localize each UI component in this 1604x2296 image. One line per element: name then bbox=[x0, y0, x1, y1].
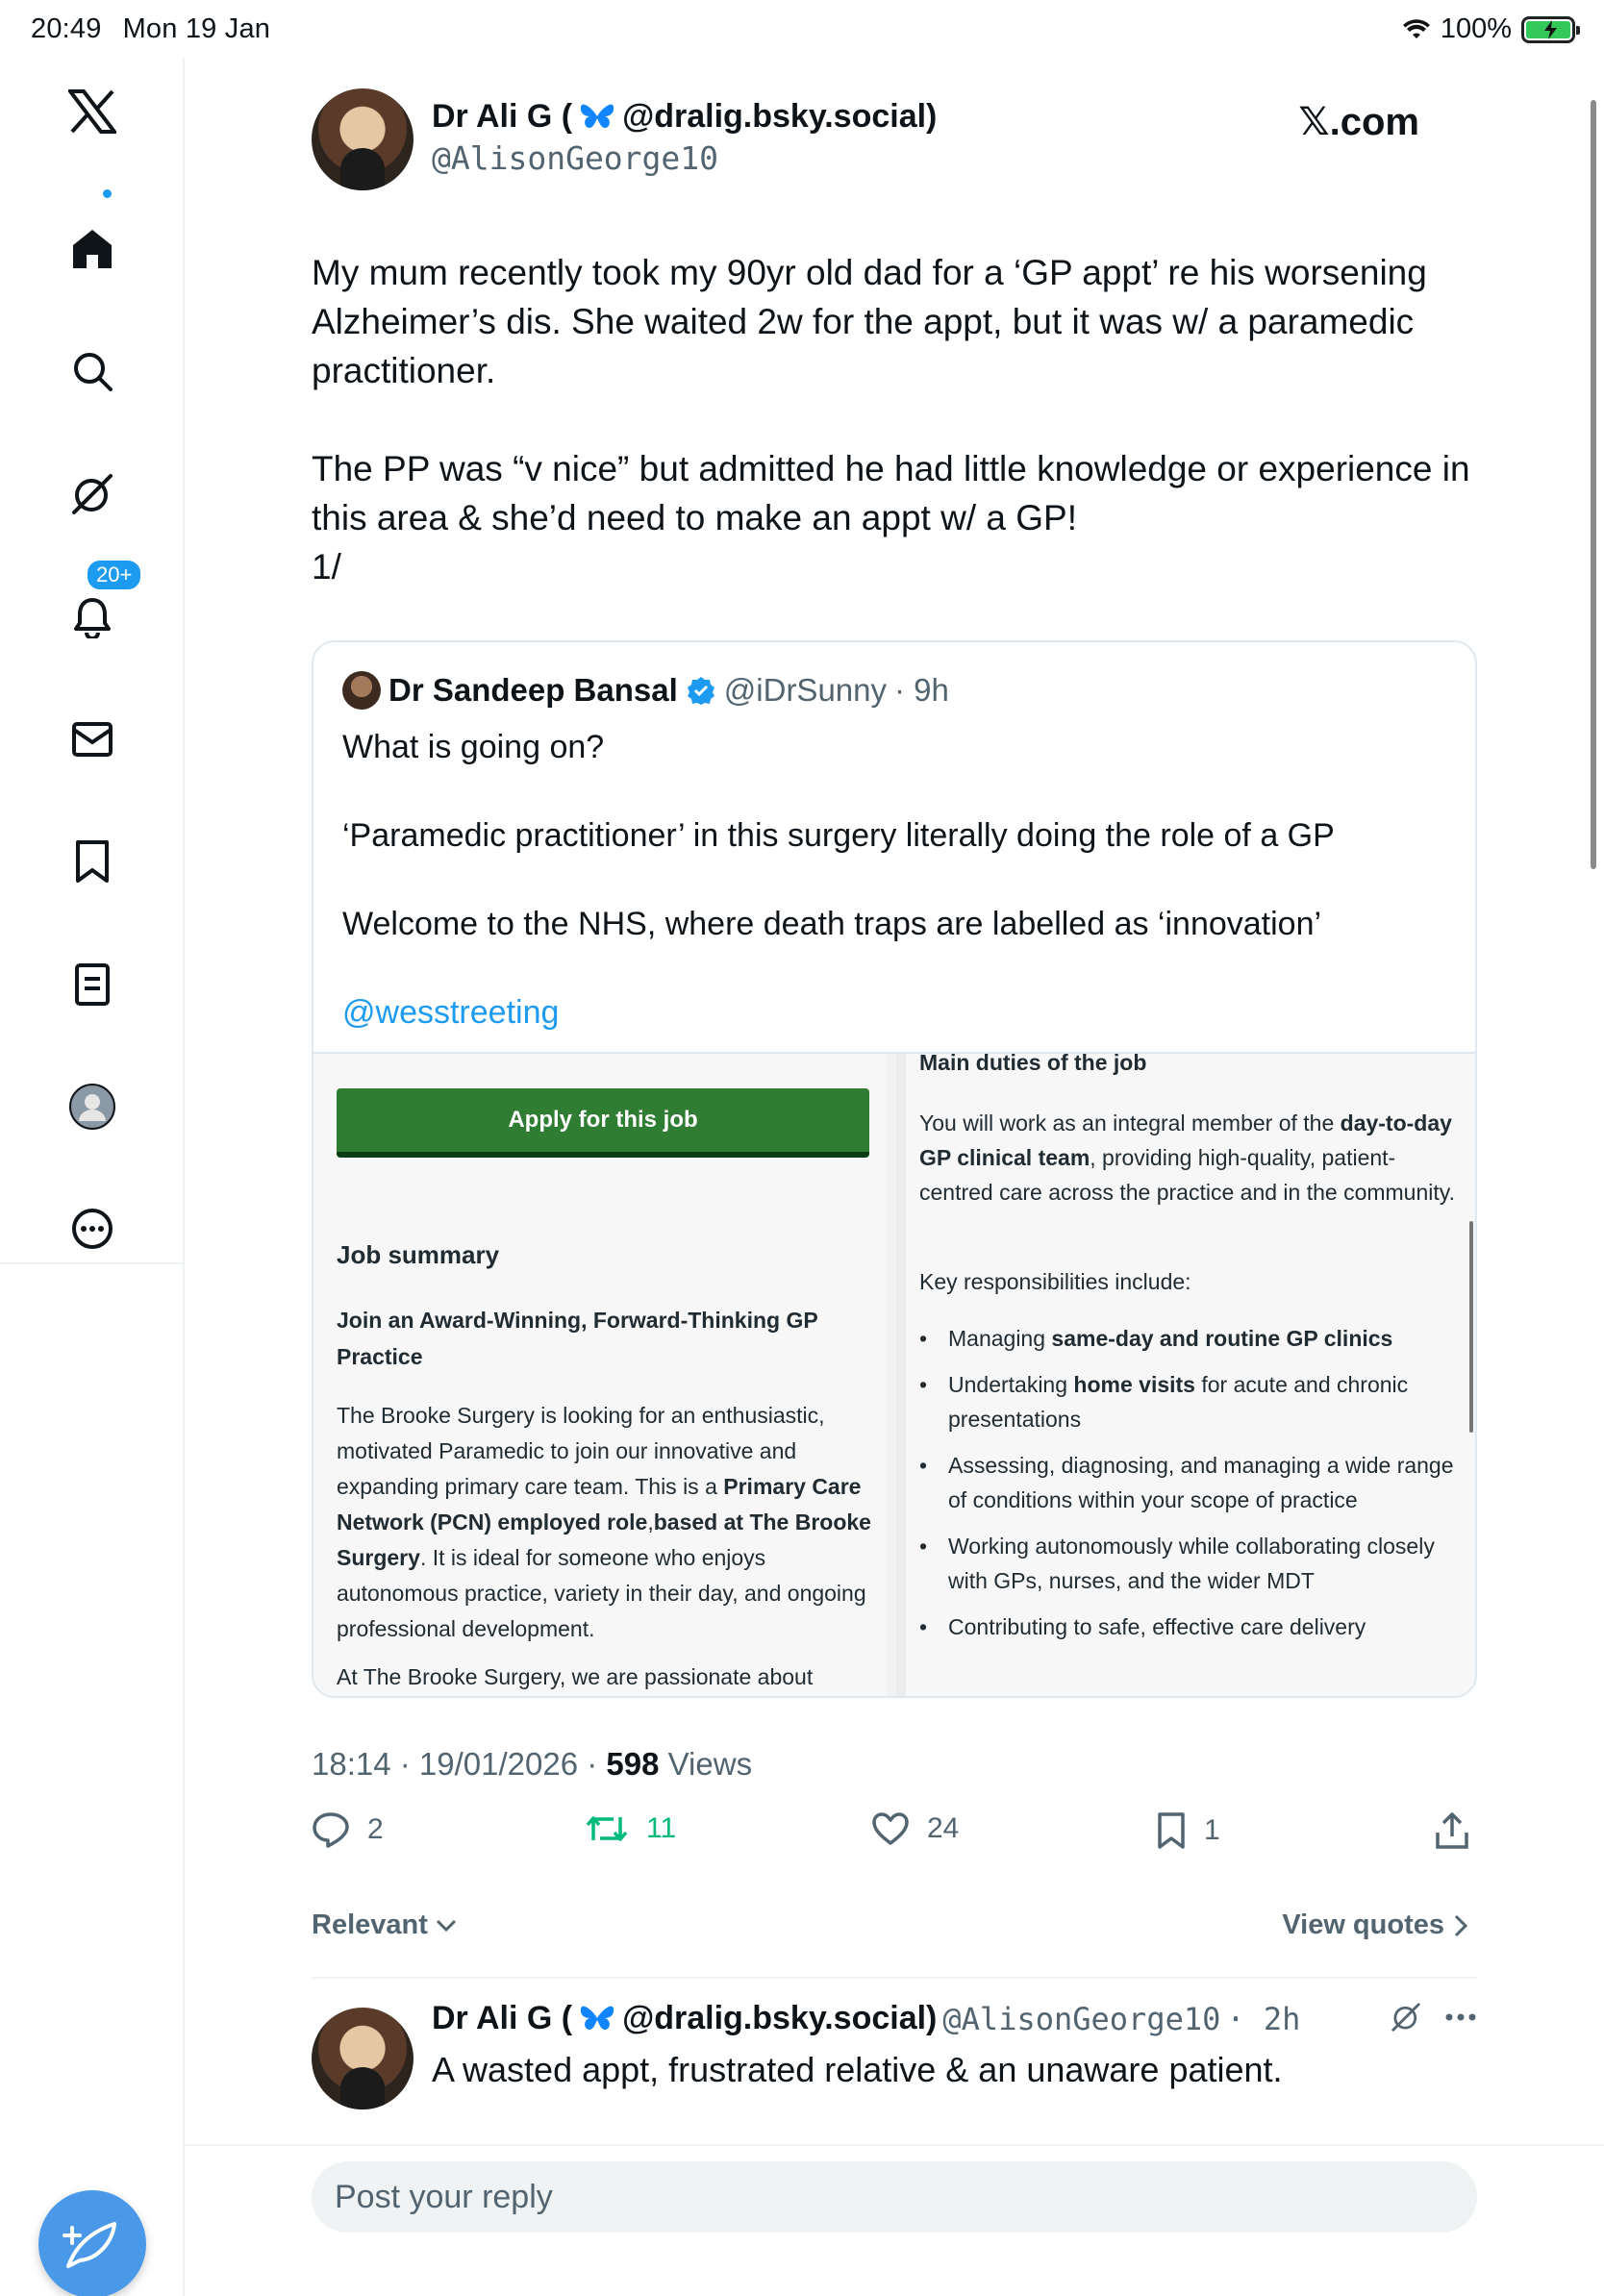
job-summary-heading: Job summary bbox=[337, 1240, 500, 1269]
compose-button[interactable] bbox=[38, 2190, 146, 2296]
quote-author-name: Dr Sandeep Bansal bbox=[388, 672, 678, 708]
grok-icon[interactable] bbox=[1391, 2002, 1421, 2033]
quote-time: · 9h bbox=[894, 672, 949, 708]
notifications-icon[interactable] bbox=[60, 585, 125, 650]
sidebar-divider bbox=[0, 1262, 185, 1264]
repost-icon bbox=[585, 1811, 629, 1846]
main-duties-panel bbox=[896, 1050, 1477, 1698]
home-icon[interactable] bbox=[60, 216, 125, 282]
tweet-actions bbox=[312, 1811, 1477, 1869]
quote-line: What is going on? bbox=[342, 729, 605, 765]
verified-badge-icon bbox=[686, 675, 716, 706]
avatar[interactable] bbox=[312, 88, 414, 190]
views-count: 598 bbox=[606, 1746, 660, 1782]
list-item: • Working autonomously while collaborating closely with GPs, nurses, and the wider MDT bbox=[919, 1529, 1458, 1598]
tweet-meta bbox=[312, 1746, 752, 1783]
reply-count: 2 bbox=[367, 1813, 384, 1845]
reply-placeholder: Post your reply bbox=[335, 2178, 553, 2215]
reply-author-name-suffix: @dralig.bsky.social) bbox=[622, 2000, 938, 2036]
search-icon[interactable] bbox=[60, 338, 125, 404]
divider bbox=[312, 1977, 1477, 1979]
author-name: Dr Ali G ( bbox=[432, 98, 573, 135]
author-handle: @AlisonGeorge10 bbox=[432, 139, 719, 177]
x-logo-icon[interactable] bbox=[60, 79, 125, 144]
compose-icon bbox=[63, 2216, 122, 2272]
quote-avatar bbox=[342, 671, 381, 710]
status-date: Mon 19 Jan bbox=[122, 13, 271, 44]
bookmark-count: 1 bbox=[1204, 1814, 1220, 1846]
views-label: Views bbox=[659, 1746, 753, 1782]
list-item: • Undertaking home visits for acute and chronic presentations bbox=[919, 1367, 1458, 1436]
reply-time: · 2h bbox=[1226, 2000, 1301, 2037]
view-quotes-link[interactable]: View quotes bbox=[1282, 1909, 1467, 1941]
reply-author[interactable] bbox=[432, 2000, 1480, 2037]
more-icon[interactable] bbox=[60, 1196, 125, 1261]
bookmarks-icon[interactable] bbox=[60, 829, 125, 894]
reply-author-name: Dr Ali G ( bbox=[432, 2000, 573, 2036]
duties-paragraph: You will work as an integral member of the day-to-day GP clinical team, providing high-quality, patient-centred care across the practice and in the community. bbox=[919, 1111, 1455, 1205]
chevron-right-icon bbox=[1454, 1914, 1467, 1937]
page-scrollbar[interactable] bbox=[1591, 100, 1596, 869]
list-item: • Contributing to safe, effective care delivery bbox=[919, 1610, 1458, 1644]
sort-relevant-dropdown[interactable]: Relevant bbox=[312, 1909, 457, 1941]
messages-icon[interactable] bbox=[60, 707, 125, 772]
list-item: • Managing same-day and routine GP clinics bbox=[919, 1321, 1458, 1356]
xcom-logo[interactable]: 𝕏.com bbox=[1298, 101, 1419, 143]
compose-divider bbox=[185, 2144, 1604, 2146]
bookmark-icon bbox=[1156, 1811, 1187, 1850]
quote-line: Welcome to the NHS, where death traps are labelled as ‘innovation’ bbox=[342, 906, 1322, 942]
share-icon bbox=[1435, 1811, 1469, 1850]
responsibilities-list bbox=[919, 1321, 1458, 1656]
key-responsibilities: Key responsibilities include: bbox=[919, 1269, 1191, 1294]
heart-icon bbox=[871, 1811, 910, 1846]
quote-image[interactable] bbox=[313, 1052, 1477, 1698]
home-notification-dot bbox=[101, 187, 113, 200]
quote-author-handle: @iDrSunny bbox=[723, 672, 888, 708]
reply-button[interactable] bbox=[312, 1811, 384, 1848]
tweet-text: My mum recently took my 90yr old dad for a ‘GP appt’ re his worsening Alzheimer’s dis. She waited 2w for the appt, but it was w/ a paramedic practitioner. The PP was “v nice” but admitted he had little knowledge or experience in this area & she’d need to make an appt w/ a GP! 1/ bbox=[312, 253, 1470, 586]
job-summary-subheading: Join an Award-Winning, Forward-Thinking GP Practice bbox=[337, 1308, 818, 1369]
quote-line: ‘Paramedic practitioner’ in this surgery literally doing the role of a GP bbox=[342, 817, 1335, 854]
tweet-timestamp: 18:14 · 19/01/2026 · bbox=[312, 1746, 607, 1782]
repost-button[interactable] bbox=[585, 1811, 676, 1846]
share-button[interactable] bbox=[1435, 1811, 1469, 1850]
lists-icon[interactable] bbox=[60, 952, 125, 1017]
duties-heading: Main duties of the job bbox=[919, 1050, 1147, 1075]
battery-percent: 100% bbox=[1440, 13, 1512, 44]
reply-author-handle: @AlisonGeorge10 bbox=[942, 2000, 1221, 2037]
wifi-icon bbox=[1402, 18, 1431, 41]
like-count: 24 bbox=[927, 1812, 960, 1844]
reply-input[interactable] bbox=[312, 2161, 1477, 2233]
status-bar bbox=[0, 0, 1604, 58]
status-time: 20:49 bbox=[31, 13, 102, 44]
butterfly-icon bbox=[578, 101, 616, 134]
sidebar bbox=[0, 58, 185, 2296]
tweet-author[interactable] bbox=[432, 98, 937, 177]
quote-text bbox=[342, 725, 1439, 1079]
reply-text: A wasted appt, frustrated relative & an unaware patient. bbox=[432, 2050, 1283, 2089]
battery-icon bbox=[1521, 16, 1575, 43]
quoted-tweet[interactable] bbox=[312, 640, 1477, 1698]
reply-avatar[interactable] bbox=[312, 2008, 414, 2109]
mention-link[interactable]: @wesstreeting bbox=[342, 994, 560, 1031]
bookmark-button[interactable] bbox=[1156, 1811, 1220, 1850]
notification-badge: 20+ bbox=[85, 558, 143, 592]
like-button[interactable] bbox=[871, 1811, 959, 1846]
image-scrollbar bbox=[1469, 1221, 1473, 1433]
more-options-icon[interactable] bbox=[1444, 2012, 1477, 2022]
list-item: • Assessing, diagnosing, and managing a wide range of conditions within your scope of practice bbox=[919, 1448, 1458, 1517]
job-summary-panel bbox=[313, 1054, 887, 1698]
repost-count: 11 bbox=[646, 1812, 677, 1844]
job-summary-paragraph-2: At The Brooke Surgery, we are passionate about bbox=[337, 1664, 814, 1689]
chevron-down-icon bbox=[436, 1919, 457, 1933]
apply-button: Apply for this job bbox=[337, 1088, 869, 1158]
author-name-suffix: @dralig.bsky.social) bbox=[622, 98, 938, 135]
reply-icon bbox=[312, 1811, 350, 1848]
profile-icon[interactable] bbox=[60, 1074, 125, 1139]
grok-icon[interactable] bbox=[60, 462, 125, 527]
butterfly-icon bbox=[578, 2003, 616, 2035]
job-summary-paragraph: The Brooke Surgery is looking for an enthusiastic, motivated Paramedic to join our innovative and expanding primary care team. This is a Primary Care Network (PCN) employed role,based at The Brooke Surgery. It is ideal for someone who enjoys autonomous practice, variety in their day, and ongoing professional development. bbox=[337, 1403, 871, 1641]
